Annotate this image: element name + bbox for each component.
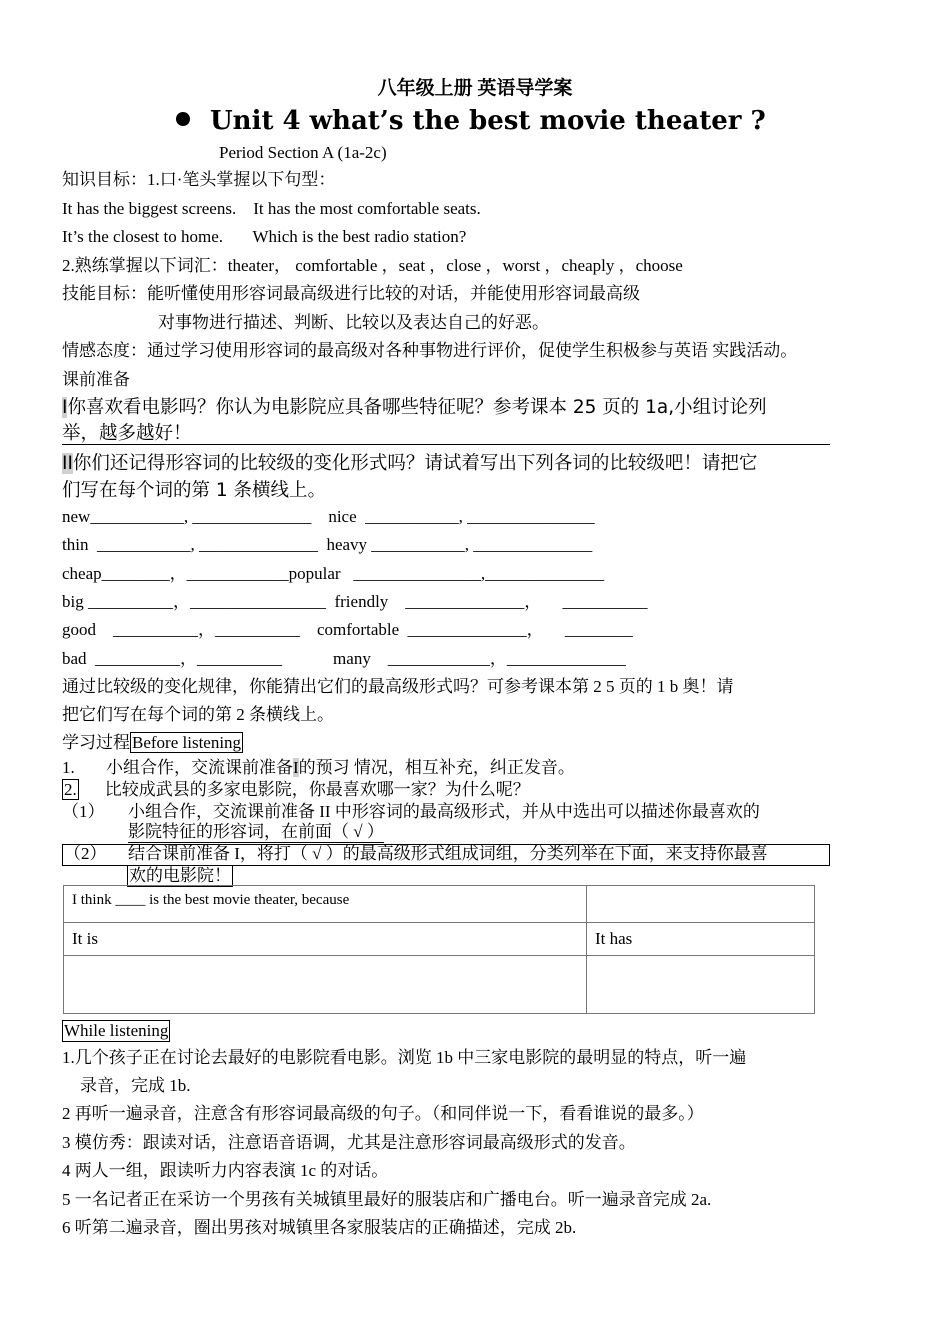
listening-item-1-line2: 录音，完成 1b. xyxy=(80,1076,191,1095)
superlative-note-line1: 通过比较级的变化规律，你能猜出它们的最高级形式吗？可参考课本第 2 5 页的 1 b 奥！请 xyxy=(62,677,734,696)
table-cell-answer-right[interactable] xyxy=(587,956,815,1014)
process-heading xyxy=(62,733,243,753)
process-label: 学习过程 xyxy=(62,733,130,752)
item-number: 1. xyxy=(62,758,75,777)
knowledge-objective-label: 知识目标：1.口·笔头掌握以下句型： xyxy=(62,170,336,189)
table-cell-it-is[interactable]: It is xyxy=(64,923,587,956)
prep-question-2-line1 xyxy=(62,453,757,475)
table-cell-prompt[interactable]: I think ____ is the best movie theater, because xyxy=(64,886,587,923)
while-listening-label: While listening xyxy=(62,1020,170,1042)
word-row-1: new___________, ______________ nice ___________, _______________ xyxy=(62,507,595,526)
process-item-2 xyxy=(62,780,530,800)
sub-item-1-line1: 小组合作，交流课前准备 II 中形容词的最高级形式，并从中选出可以描述你最喜欢的 xyxy=(128,802,760,821)
answer-line xyxy=(62,444,830,445)
bullet-icon xyxy=(176,112,190,126)
roman-numeral-i: I xyxy=(62,397,68,418)
table-cell-it-has[interactable]: It has xyxy=(587,923,815,956)
page-title: 八年级上册 英语导学案 xyxy=(377,78,573,99)
process-item-1-text-b: 的预习 情况，相互补充，纠正发音。 xyxy=(298,758,575,777)
skill-objective-line1: 技能目标：能听懂使用形容词最高级进行比较的对话，并能使用形容词最高级 xyxy=(62,284,640,303)
sub-item-1-num: （1） xyxy=(62,802,105,821)
process-item-1 xyxy=(62,758,575,778)
skill-objective-line2: 对事物进行描述、判断、比较以及表达自己的好恶。 xyxy=(158,313,549,332)
sub-item-2-line2: 欢的电影院！ xyxy=(127,865,233,887)
prep-question-2-text: 你们还记得形容词的比较级的变化形式吗？请试着写出下列各词的比较级吧！请把它 xyxy=(72,453,758,474)
reasons-table xyxy=(63,885,815,1014)
emotion-objective: 情感态度：通过学习使用形容词的最高级对各种事物进行评价，促使学生积极参与英语 实践活动。 xyxy=(62,341,798,360)
listening-item-2: 2 再听一遍录音，注意含有形容词最高级的句子。（和同伴说一下，看看谁说的最多。） xyxy=(62,1104,704,1123)
word-row-3: cheap________，____________popular _______________,______________ xyxy=(62,564,605,583)
prep-question-2-line2: 们写在每个词的第 1 条横线上。 xyxy=(62,480,327,501)
sub-item-2-num: （2） xyxy=(64,844,107,863)
sub-item-2-line1: 结合课前准备 I，将打（ √ ）的最高级形式组成词组，分类列举在下面，来支持你最喜 xyxy=(128,844,768,863)
target-sentences-1: It has the biggest screens. It has the most comfortable seats. xyxy=(62,199,481,218)
prep-question-1-line2: 举，越多越好！ xyxy=(62,423,192,444)
unit-title xyxy=(176,106,766,137)
table-cell-empty[interactable] xyxy=(587,886,815,923)
before-listening-label: Before listening xyxy=(132,733,242,752)
listening-item-4: 4 两人一组，跟读听力内容表演 1c 的对话。 xyxy=(62,1161,389,1180)
listening-item-3: 3 模仿秀：跟读对话，注意语音语调，尤其是注意形容词最高级形式的发音。 xyxy=(62,1133,636,1152)
roman-numeral-ii: II xyxy=(62,453,73,474)
unit-title-text: Unit 4 what’s the best movie theater ? xyxy=(210,106,766,136)
word-row-5: good __________，__________ comfortable ______________， ________ xyxy=(62,620,633,639)
sub-item-1-line2: 影院特征的形容词，在前面（ √ ） xyxy=(128,822,384,843)
listening-item-6: 6 听第二遍录音，圈出男孩对城镇里各家服装店的正确描述，完成 2b. xyxy=(62,1218,577,1237)
table-cell-answer-left[interactable] xyxy=(64,956,587,1014)
superlative-note-line2: 把它们写在每个词的第 2 条横线上。 xyxy=(62,705,334,724)
listening-item-5: 5 一名记者正在采访一个男孩有关城镇里最好的服装店和广播电台。听一遍录音完成 2a. xyxy=(62,1190,712,1209)
roman-numeral-i: I xyxy=(293,758,299,777)
word-row-6: bad __________，__________ many ____________，______________ xyxy=(62,649,626,668)
prep-question-1-text: 你喜欢看电影吗？你认为电影院应具备哪些特征呢？参考课本 25 页的 1a,小组讨论列 xyxy=(67,397,767,418)
process-item-2-text: 比较成武县的多家电影院，你最喜欢哪一家？为什么呢？ xyxy=(104,780,530,799)
period-subtitle: Period Section A (1a-2c) xyxy=(219,143,387,162)
listening-item-1-line1: 1.几个孩子正在讨论去最好的电影院看电影。浏览 1b 中三家电影院的最明显的特点，听一遍 xyxy=(62,1048,747,1067)
target-vocabulary: 2.熟练掌握以下词汇：theater， comfortable ，seat ，close ，worst ，cheaply ，choose xyxy=(62,256,683,275)
prep-question-1-line1 xyxy=(62,397,767,419)
item-number: 2. xyxy=(64,780,77,799)
word-row-4: big __________，________________ friendly ______________， __________ xyxy=(62,592,648,611)
target-sentences-2: It’s the closest to home. Which is the best radio station? xyxy=(62,227,467,246)
prep-label: 课前准备 xyxy=(62,370,130,389)
word-row-2: thin ___________, ______________ heavy ___________, ______________ xyxy=(62,535,593,554)
process-item-1-text-a: 小组合作，交流课前准备 xyxy=(106,758,293,777)
